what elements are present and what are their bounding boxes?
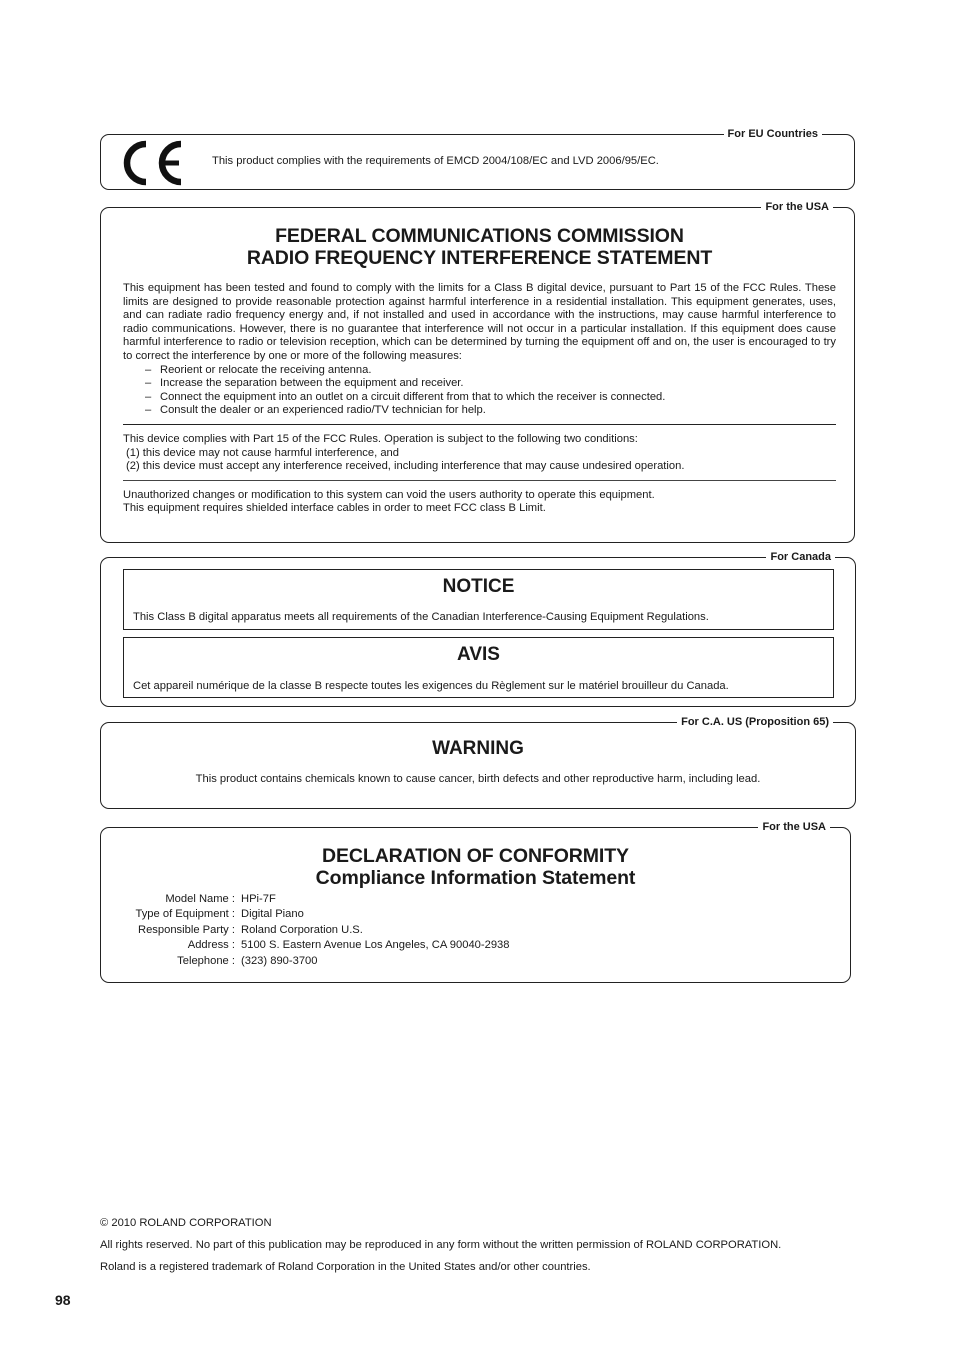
warning-title: WARNING [432, 738, 524, 759]
declaration-title [101, 845, 850, 889]
declaration-title-line2: Compliance Information Statement [315, 867, 636, 889]
trademark-text: Roland is a registered trademark of Roland Corporation in the United States and/or other countries. [100, 1261, 591, 1273]
avis-box [123, 637, 834, 698]
copyright-text: © 2010 ROLAND CORPORATION [100, 1217, 272, 1229]
notice-box [123, 569, 834, 630]
list-item: Responsible Party : Roland Corporation U.S. [137, 923, 363, 936]
eu-compliance-text: This product complies with the requirements of EMCD 2004/108/EC and LVD 2006/95/EC. [212, 155, 659, 167]
notice-title: NOTICE [442, 576, 515, 597]
list-item: – Consult the dealer or an experienced radio/TV technician for help. [145, 404, 486, 417]
eu-compliance-box [100, 128, 855, 190]
canada-tag: For Canada [766, 549, 835, 565]
fcc-paragraph-2: This device complies with Part 15 of the FCC Rules. Operation is subject to the following two conditions: (1) this device may not cause harmful interference, and (2) this device must accept any interference received, including interference that may cause undesired operation. [123, 432, 685, 473]
fcc-title [123, 225, 836, 269]
list-item: Telephone : (323) 890-3700 [177, 954, 318, 967]
page-number: 98 [55, 1292, 71, 1308]
rights-text: All rights reserved. No part of this publication may be reproduced in any form without the written permission of ROLAND CORPORATION. [100, 1239, 782, 1251]
fcc-measures-list [123, 364, 836, 418]
fcc-paragraph-1: This equipment has been tested and found to comply with the limits for a Class B digital device, pursuant to Part 15 of the FCC Rules. These limits are designed to provide reasonable protection against harmful interference in a residential installation. This equipment generates, uses, and can radiate radio frequency energy and, if not installed and used in accordance with the instructions, may cause harmful interference to radio communications. However, there is no guarantee that interference will not occur in a particular installation. If this equipment does cause harmful interference to radio or television reception, which can be determined by turning the equipment off and on, the user is encouraged to try to correct the interference by one or more of the following measures: [123, 282, 836, 362]
fcc-statement-box [100, 201, 855, 543]
fcc-divider-thin [123, 480, 836, 481]
prop65-tag: For C.A. US (Proposition 65) [677, 714, 833, 730]
list-item: Type of Equipment : Digital Piano [135, 908, 304, 921]
ce-mark-icon [119, 138, 189, 188]
eu-tag: For EU Countries [724, 126, 822, 142]
notice-text: This Class B digital apparatus meets all requirements of the Canadian Interference-Causing Equipment Regulations. [133, 611, 709, 623]
declaration-info-list [101, 892, 510, 969]
declaration-box [100, 821, 851, 983]
fcc-tag: For the USA [761, 199, 833, 215]
fcc-divider-thick [123, 424, 836, 425]
list-item: – Connect the equipment into an outlet on a circuit different from that to which the receiver is connected. [145, 390, 666, 403]
fcc-title-line2: RADIO FREQUENCY INTERFERENCE STATEMENT [246, 247, 713, 269]
avis-text: Cet appareil numérique de la classe B respecte toutes les exigences du Règlement sur le matériel brouilleur du Canada. [133, 680, 729, 692]
list-item: Address : 5100 S. Eastern Avenue Los Angeles, CA 90040-2938 [187, 939, 510, 952]
list-item: Model Name : HPi-7F [165, 893, 276, 905]
footer [100, 1216, 860, 1274]
list-item: – Increase the separation between the equipment and receiver. [145, 377, 464, 390]
prop65-tag-line [501, 722, 661, 723]
fcc-paragraph-3: Unauthorized changes or modification to this system can void the users authority to operate this equipment. This equipment requires shielded interface cables in order to meet FCC class B Limit. [123, 488, 655, 515]
avis-title: AVIS [457, 644, 500, 665]
warning-text: This product contains chemicals known to cause cancer, birth defects and other reproductive harm, including lead. [195, 773, 761, 785]
list-item: – Reorient or relocate the receiving antenna. [145, 363, 372, 376]
declaration-tag: For the USA [758, 819, 830, 835]
declaration-title-line1: DECLARATION OF CONFORMITY [322, 845, 629, 867]
prop65-box [100, 716, 856, 809]
fcc-title-line1: FEDERAL COMMUNICATIONS COMMISSION [275, 225, 684, 247]
canada-box [100, 551, 856, 707]
fcc-content [123, 225, 836, 516]
